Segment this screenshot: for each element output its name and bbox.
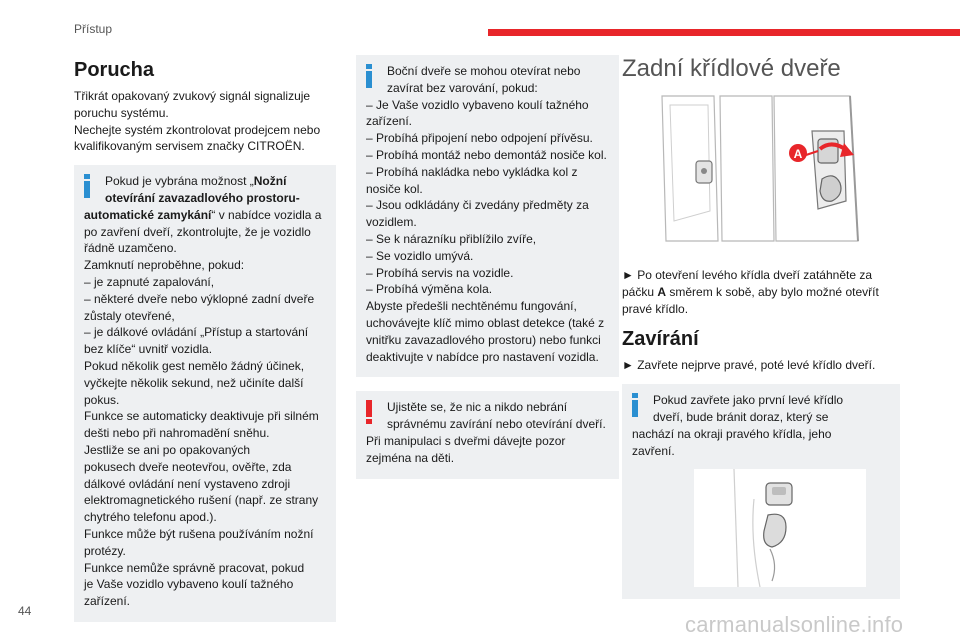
figure-rear-door-lever	[622, 91, 894, 251]
text-line: – je zapnuté zapalování,	[84, 274, 215, 289]
section-title-rear-doors: Zadní křídlové dveře	[622, 55, 841, 82]
text-line: Abyste předešli nechtěnému fungování,	[366, 299, 577, 314]
text-line: pokusech dveře neotevřou, ověřte, zda	[84, 459, 292, 474]
text-line: automatické zamykání“ v nabídce vozidla a	[84, 207, 322, 222]
text-line: – Probíhá montáž nebo demontáž nosiče kol.	[366, 147, 607, 162]
text-line: poruchu systému.	[74, 105, 169, 120]
text-line: – Se vozidlo umývá.	[366, 248, 474, 263]
text-line: bez klíče“ uvnitř vozidla.	[84, 342, 213, 357]
text-line: Třikrát opakovaný zvukový signál signalizuje	[74, 89, 311, 103]
info-icon	[84, 174, 90, 198]
text-line: vozidlem.	[366, 215, 417, 230]
text-line: Nechejte systém zkontrolovat prodejcem nebo	[74, 122, 321, 137]
column-1	[74, 58, 336, 622]
rear-door-lever-illustration	[622, 91, 894, 251]
text-line: Jestliže se ani po opakovaných	[84, 442, 251, 457]
text-line: – je dálkové ovládání „Přístup a startování	[84, 325, 309, 340]
text-line: páčku A směrem k sobě, aby bylo možné otevřít	[622, 284, 879, 299]
text-line: zavření.	[632, 443, 675, 458]
warning-note-doors	[356, 391, 619, 478]
text-line: dešti nebo při nahromadění sněhu.	[84, 426, 270, 441]
text-line: Zamknutí neproběhne, pokud:	[84, 258, 245, 273]
text-line: Pokud zavřete jako první levé křídlo	[653, 393, 844, 408]
text-line: kvalifikovaným servisem značky CITROËN.	[74, 139, 305, 154]
info-note-side-doors	[356, 55, 619, 377]
text-line: – Je Vaše vozidlo vybaveno koulí tažného	[366, 97, 589, 112]
header-section-title: Přístup	[74, 22, 113, 36]
text-line: zůstaly otevřené,	[84, 308, 175, 323]
text-line: – Jsou odkládány či zvedány předměty za	[366, 198, 589, 213]
text-line: ► Po otevření levého křídla dveří zatáhněte za	[622, 268, 873, 282]
closing-instruction: ► Zavřete nejprve pravé, poté levé křídlo dveří.	[622, 358, 876, 373]
text-line: nosiče kol.	[366, 181, 423, 196]
text-line: dveří, bude bránit doraz, který se	[653, 409, 829, 424]
page-number: 44	[18, 604, 32, 618]
text-line: Funkce se automaticky deaktivuje při silném	[84, 409, 319, 424]
door-stop-illustration	[694, 469, 866, 587]
section-title-porucha: Porucha	[74, 59, 155, 81]
info-icon	[632, 393, 638, 417]
warning-icon	[366, 400, 372, 424]
text-line: protézy.	[84, 543, 126, 558]
open-instructions	[622, 267, 904, 317]
text-line: vyčkejte několik sekund, než učiníte další	[84, 375, 304, 390]
text-line: správnému zavírání nebo otevírání dveří.	[387, 417, 606, 432]
text-line: řádně uzamčeno.	[84, 241, 177, 256]
text-line: – Probíhá připojení nebo odpojení přívěsu.	[366, 131, 593, 146]
text-line: Pokud několik gest nemělo žádný účinek,	[84, 358, 305, 373]
text-line: Funkce nemůže správně pracovat, pokud	[84, 560, 305, 575]
text-line: deaktivujte v nabídce pro nastavení vozidla.	[366, 349, 599, 364]
text-line: pravé křídlo.	[622, 301, 689, 316]
text-line: Ujistěte se, že nic a nikdo nebrání	[387, 400, 568, 415]
text-line: po zavření dveří, zkontrolujte, že je vozidlo	[84, 224, 311, 239]
header-accent-bar	[488, 29, 960, 36]
text-line: – Probíhá výměna kola.	[366, 282, 493, 297]
text-line: vnitřku zavazadlového prostoru) nebo funkci	[366, 332, 601, 347]
info-note-closing	[622, 384, 900, 599]
text-line: – Probíhá nakládka nebo vykládka kol z	[366, 164, 578, 179]
text-line: zavírat bez varování, pokud:	[387, 80, 538, 95]
text-line: zařízení.	[84, 594, 131, 609]
text-line: nachází na okraji pravého křídla, jeho	[632, 426, 832, 441]
text-line: Funkce může být rušena používáním nožní	[84, 526, 314, 541]
text-line: Boční dveře se mohou otevírat nebo	[387, 64, 581, 78]
text-line: – některé dveře nebo výklopné zadní dveře	[84, 291, 315, 306]
text-line: – Probíhá servis na vozidle.	[366, 265, 514, 280]
text-line: Pokud je vybrána možnost „Nožní	[105, 174, 287, 189]
text-line: chytrého telefonu apod.).	[84, 510, 217, 525]
text-line: je Vaše vozidlo vybaveno koulí tažného	[84, 577, 294, 592]
porucha-intro	[74, 88, 336, 155]
text-line: elektromagnetického rušení (např. ze strany	[84, 493, 319, 508]
figure-door-stop	[694, 469, 866, 587]
text-line: uchovávejte klíč mimo oblast detekce (také z	[366, 315, 605, 330]
text-line: zejména na děti.	[366, 450, 455, 465]
column-2	[356, 55, 619, 479]
section-title-closing: Zavírání	[622, 328, 699, 351]
info-note-foot-opening	[74, 165, 336, 622]
text-line: Při manipulaci s dveřmi dávejte pozor	[366, 433, 566, 448]
column-3	[622, 55, 904, 599]
watermark: carmanualsonline.info	[685, 612, 904, 637]
text-line: zařízení.	[366, 114, 413, 129]
info-icon	[366, 64, 372, 88]
text-line: – Se k nárazníku přiblížilo zvíře,	[366, 231, 537, 246]
text-line: dálkové ovládání není vystaveno zdroji	[84, 476, 291, 491]
text-line: pokus.	[84, 392, 120, 407]
text-line: otevírání zavazadlového prostoru-	[105, 190, 300, 205]
figure-label-a: A	[793, 147, 803, 161]
